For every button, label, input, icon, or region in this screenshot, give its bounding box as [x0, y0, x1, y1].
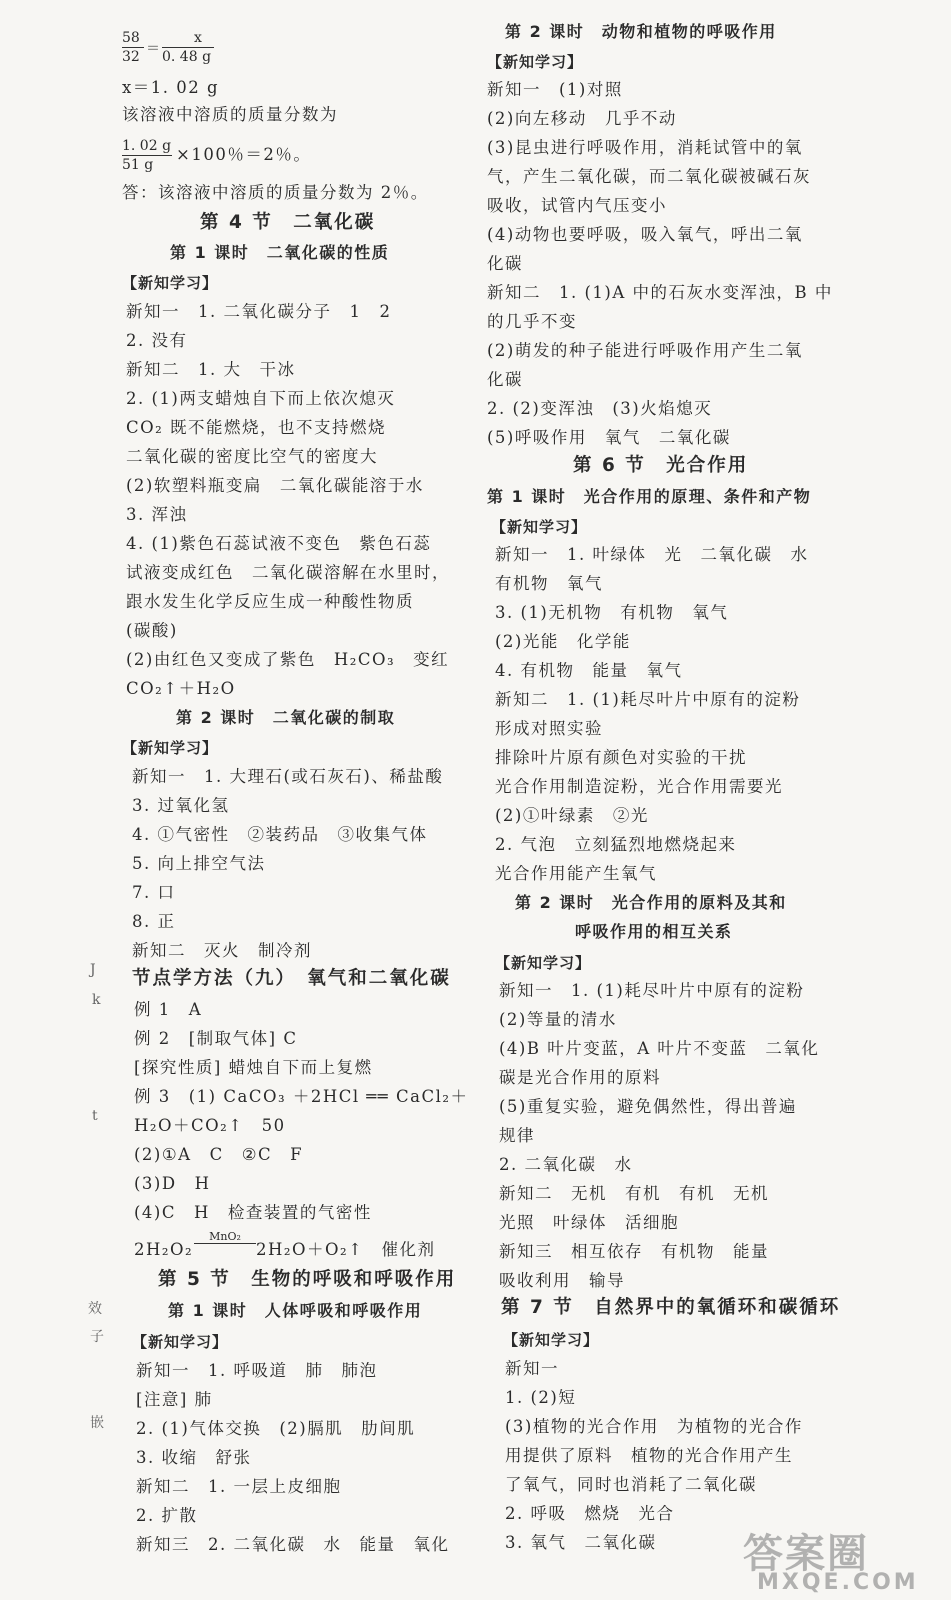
answer-line: 新知一	[505, 1359, 559, 1378]
answer-line: 光合作用制造淀粉，光合作用需要光	[495, 777, 783, 796]
answer-line: [注意] 肺	[136, 1390, 213, 1409]
margin-mark: 效	[88, 1301, 102, 1317]
answer-line: 吸收利用 输导	[499, 1271, 625, 1290]
answer-line: 3. 氧气 二氧化碳	[505, 1533, 657, 1552]
answer-line: (2)由红色又变成了紫色 H₂CO₃ 变红	[126, 650, 450, 669]
answer-line: 排除叶片原有颜色对实验的干扰	[495, 748, 747, 767]
answer-line: 新知一 1. 二氧化碳分子 1 2	[126, 302, 392, 321]
section-heading: 第 6 节 光合作用	[573, 455, 749, 476]
answer-line: 吸收，试管内气压变小	[487, 196, 667, 215]
answer-line: 光照 叶绿体 活细胞	[499, 1213, 679, 1232]
watermark-url: MXQE.COM	[757, 1570, 919, 1595]
lesson-heading-cont: 呼吸作用的相互关系	[575, 922, 733, 941]
calc-answer: 答：该溶液中溶质的质量分数为 2％。	[122, 183, 429, 202]
answer-line: 4. (1)紫色石蕊试液不变色 紫色石蕊	[126, 534, 432, 553]
answer-line: 用提供了原料 植物的光合作用产生	[505, 1446, 793, 1465]
method-heading: 节点学方法（九） 氧气和二氧化碳	[132, 968, 451, 989]
answer-line: 1. (2)短	[505, 1388, 577, 1407]
fraction-bar	[162, 47, 214, 48]
answer-line: 新知二 1. (1)耗尽叶片中原有的淀粉	[495, 690, 801, 709]
answer-line: (2)①叶绿素 ②光	[495, 806, 649, 825]
answer-line: (5)呼吸作用 氧气 二氧化碳	[487, 428, 731, 447]
section-heading: 第 5 节 生物的呼吸和呼吸作用	[158, 1269, 457, 1290]
answer-line: 新知三 相互依存 有机物 能量	[499, 1242, 769, 1261]
section-heading: 第 7 节 自然界中的氧循环和碳循环	[501, 1297, 841, 1318]
answer-line: 新知二 1. 一层上皮细胞	[136, 1477, 342, 1496]
answer-line: 化碳	[487, 370, 523, 389]
answer-line: 的几乎不变	[487, 312, 577, 331]
answer-line: (4)C H 检查装置的气密性	[134, 1203, 372, 1222]
answer-line: 新知一 1. 大理石(或石灰石)、稀盐酸	[132, 767, 444, 786]
fraction-bar	[122, 155, 172, 156]
calc-percent: ×100％＝2％。	[176, 145, 312, 164]
fraction-numerator: x	[194, 30, 202, 46]
lesson-heading: 第 1 课时 二氧化碳的性质	[170, 243, 390, 262]
answer-line: 4. ①气密性 ②装药品 ③收集气体	[132, 825, 428, 844]
answer-line: (2)向左移动 几乎不动	[487, 109, 677, 128]
answer-line: 新知三 2. 二氧化碳 水 能量 氧化	[136, 1535, 450, 1554]
study-tag: 【新知学习】	[122, 739, 219, 757]
answer-line: 气，产生二氧化碳，而二氧化碳被碱石灰	[487, 167, 811, 186]
study-tag: 【新知学习】	[487, 53, 584, 71]
answer-line: 新知二 1. 大 干冰	[126, 360, 296, 379]
fraction-denominator: 51 g	[122, 157, 154, 173]
margin-mark: 嵌	[90, 1415, 104, 1431]
answer-line: 新知一 1. 叶绿体 光 二氧化碳 水	[495, 545, 809, 564]
watermark	[733, 1522, 943, 1596]
answer-line: 2. (2)变浑浊 (3)火焰熄灭	[487, 399, 713, 418]
answer-line: 2. (1)两支蜡烛自下而上依次熄灭	[126, 389, 396, 408]
answer-line: 例 2 [制取气体] C	[134, 1029, 298, 1048]
study-tag: 【新知学习】	[132, 1333, 229, 1351]
answer-line: (3)植物的光合作用 为植物的光合作	[505, 1417, 803, 1436]
answer-line: (4)动物也要呼吸，吸入氧气，呼出二氧	[487, 225, 803, 244]
lesson-heading: 第 2 课时 动物和植物的呼吸作用	[505, 22, 777, 41]
catalyst-over-arrow: MnO₂	[194, 1230, 256, 1244]
answer-line: 化碳	[487, 254, 523, 273]
answer-line: [探究性质] 蜡烛自下而上复燃	[134, 1058, 373, 1077]
fraction-denominator: 32	[122, 49, 140, 65]
margin-mark: J	[90, 962, 96, 978]
answer-line: 例 1 A	[134, 1000, 203, 1019]
answer-line: 例 3 (1) CaCO₃ ＋2HCl ══ CaCl₂＋	[134, 1087, 469, 1106]
reaction-rhs: 2H₂O＋O₂↑ 催化剂	[256, 1240, 436, 1259]
lesson-heading: 第 2 课时 光合作用的原料及其和	[515, 893, 787, 912]
answer-line: 2. 二氧化碳 水	[499, 1155, 633, 1174]
answer-line: 新知一 (1)对照	[487, 80, 623, 99]
answer-line: 跟水发生化学反应生成一种酸性物质	[126, 592, 414, 611]
answer-line: 新知二 灭火 制冷剂	[132, 941, 312, 960]
answer-line: (碳酸)	[126, 621, 178, 640]
answer-line: (2)①A C ②C F	[134, 1145, 304, 1164]
answer-line: 5. 向上排空气法	[132, 854, 266, 873]
study-tag: 【新知学习】	[122, 274, 219, 292]
answer-line: 试液变成红色 二氧化碳溶解在水里时，	[126, 563, 450, 582]
answer-line: (3)昆虫进行呼吸作用，消耗试管中的氧	[487, 138, 803, 157]
answer-line: (5)重复实验，避免偶然性，得出普遍	[499, 1097, 797, 1116]
reaction-lhs: 2H₂O₂	[134, 1240, 194, 1259]
answer-line: 7. 口	[132, 883, 176, 902]
answer-line: (2)等量的清水	[499, 1010, 617, 1029]
answer-line: 8. 正	[132, 912, 176, 931]
answer-line: CO₂ 既不能燃烧，也不支持燃烧	[126, 418, 387, 437]
answer-line: 2. 气泡 立刻猛烈地燃烧起来	[495, 835, 737, 854]
answer-line: CO₂↑＋H₂O	[126, 679, 236, 698]
answer-line: 光合作用能产生氧气	[495, 864, 657, 883]
answer-line: 了氧气，同时也消耗了二氧化碳	[505, 1475, 757, 1494]
answer-line: 新知二 无机 有机 有机 无机	[499, 1184, 769, 1203]
section-heading: 第 4 节 二氧化碳	[200, 212, 376, 233]
answer-line: (4)B 叶片变蓝，A 叶片不变蓝 二氧化	[499, 1039, 820, 1058]
fraction-denominator: 0. 48 g	[162, 49, 212, 65]
calc-line: 该溶液中溶质的质量分数为	[122, 105, 338, 124]
answer-line: (2)软塑料瓶变扁 二氧化碳能溶于水	[126, 476, 424, 495]
answer-line: 形成对照实验	[495, 719, 603, 738]
margin-mark: 子	[90, 1329, 104, 1345]
fraction-numerator: 58	[122, 30, 140, 46]
answer-line: 有机物 氧气	[495, 574, 603, 593]
answer-line: 2. (1)气体交换 (2)膈肌 肋间肌	[136, 1419, 416, 1438]
margin-mark: k	[92, 992, 101, 1008]
lesson-heading: 第 1 课时 人体呼吸和呼吸作用	[168, 1301, 423, 1320]
study-tag: 【新知学习】	[503, 1331, 600, 1349]
study-tag: 【新知学习】	[491, 518, 588, 536]
answer-line: 新知二 1. (1)A 中的石灰水变浑浊，B 中	[487, 283, 833, 302]
answer-line: (2)光能 化学能	[495, 632, 631, 651]
fraction-numerator: 1. 02 g	[122, 138, 172, 154]
answer-line: 2. 呼吸 燃烧 光合	[505, 1504, 675, 1523]
lesson-heading: 第 2 课时 二氧化碳的制取	[176, 708, 396, 727]
answer-line: 2. 扩散	[136, 1506, 198, 1525]
answer-line: 二氧化碳的密度比空气的密度大	[126, 447, 378, 466]
answer-line: H₂O＋CO₂↑ 50	[134, 1116, 286, 1135]
answer-line: 2. 没有	[126, 331, 188, 350]
answer-line: 3. (1)无机物 有机物 氧气	[495, 603, 729, 622]
fraction-bar	[122, 47, 144, 48]
answer-line: 新知一 1. 呼吸道 肺 肺泡	[136, 1361, 378, 1380]
calc-result: x＝1. 02 g	[122, 78, 220, 97]
study-tag: 【新知学习】	[495, 954, 592, 972]
answer-line: (3)D H	[134, 1174, 211, 1193]
answer-line: 碳是光合作用的原料	[499, 1068, 661, 1087]
answer-line: 4. 有机物 能量 氧气	[495, 661, 683, 680]
answer-line: 规律	[499, 1126, 535, 1145]
watermark-logo: 答案圈	[743, 1531, 869, 1577]
equals-sign: ＝	[146, 41, 160, 57]
answer-line: 3. 收缩 舒张	[136, 1448, 252, 1467]
answer-line: (2)萌发的种子能进行呼吸作用产生二氧	[487, 341, 803, 360]
lesson-heading: 第 1 课时 光合作用的原理、条件和产物	[487, 487, 812, 506]
answer-line: 3. 浑浊	[126, 505, 188, 524]
answer-line: 新知一 1. (1)耗尽叶片中原有的淀粉	[499, 981, 805, 1000]
answer-line: 3. 过氧化氢	[132, 796, 230, 815]
margin-mark: t	[92, 1108, 98, 1124]
